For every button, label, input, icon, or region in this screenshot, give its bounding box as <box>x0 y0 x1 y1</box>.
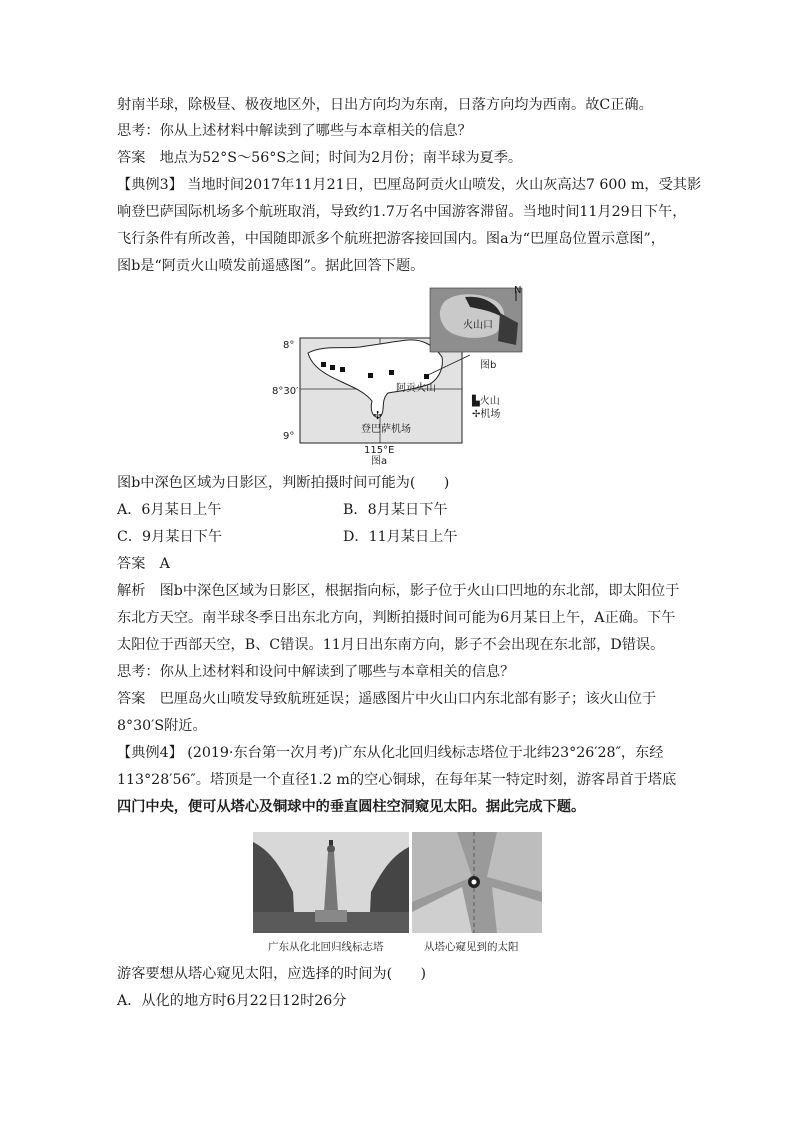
lon-label-115: 115°E <box>364 445 395 456</box>
answer-text: 答案 A <box>117 556 170 572</box>
text-line: 【典例3】 当地时间2017年11月21日，巴厘岛阿贡火山喷发，火山灰高达7 600 m，受其影 <box>117 177 702 193</box>
lat-label-9: 9° <box>283 431 295 442</box>
text-line: 响登巴萨国际机场多个航班取消，导致约1.7万名中国游客滞留。当地时间11月29日下午， <box>117 204 687 220</box>
option-a: A．从化的地方时6月22日12时26分 <box>117 993 347 1009</box>
sun-through-tower-photo <box>412 832 542 933</box>
text-line: 【典例4】 (2019·东台第一次月考)广东从化北回归线标志塔位于北纬23°26′28″，东经 <box>117 745 664 761</box>
analysis-line: 解析 图b中深色区域为日影区，根据指向标，影子位于火山口凹地的东北部，即太阳位于 <box>117 583 680 599</box>
sun-caption: 从塔心窥见到的太阳 <box>424 941 519 953</box>
tower-photo <box>253 832 409 933</box>
think-answer-line: 答案 巴厘岛火山喷发导致航班延误；遥感图片中火山口内东北部有影子；该火山位于 <box>117 691 657 707</box>
option-d: D．11月某日上午 <box>343 529 458 545</box>
think-answer-line: 8°30′S附近。 <box>117 718 207 734</box>
airport-icon: ✢ <box>373 409 383 422</box>
legend-volcano-icon: ▙ <box>472 396 480 407</box>
legend-airport: ✢机场 <box>472 409 501 420</box>
question-text: 游客要想从塔心窥见太阳，应选择的时间为( ) <box>117 966 427 982</box>
analysis-line: 东北方天空。南半球冬季日出东北方向，判断拍摄时间可能为6月某日上午，A正确。下午 <box>117 610 676 626</box>
option-b: B．8月某日下午 <box>343 502 448 518</box>
option-a: A．6月某日上午 <box>117 502 222 518</box>
option-c: C．9月某日下午 <box>117 529 223 545</box>
legend-airport-icon: ✢ <box>472 409 481 420</box>
crater-label: 火山口 <box>463 320 493 331</box>
question-text: 图b中深色区域为日影区，判断拍摄时间可能为( ) <box>117 475 450 491</box>
text-line: 飞行条件有所改善，中国随即派多个航班把游客接回国内。图a为“巴厘岛位置示意图”， <box>117 231 665 247</box>
text-line: 思考：你从上述材料中解读到了哪些与本章相关的信息？ <box>117 123 472 139</box>
bali-map-figure <box>260 283 540 468</box>
text-line: 射南半球，除极昼、极夜地区外，日出方向均为东南，日落方向均为西南。故C正确。 <box>117 97 653 113</box>
text-line: 图b是“阿贡火山喷发前遥感图”。据此回答下题。 <box>117 258 425 274</box>
lat-label-830: 8°30′ <box>272 386 299 397</box>
analysis-line: 太阳位于西部天空，B、C错误。11月日出东南方向，影子不会出现在东北部，D错误。 <box>117 637 665 653</box>
text-line: 答案 地点为52°S～56°S之间；时间为2月份；南半球为夏季。 <box>117 150 523 166</box>
lat-label-8: 8° <box>283 340 295 351</box>
figure-a-label: 图a <box>371 456 388 467</box>
think-text: 思考：你从上述材料和设问中解读到了哪些与本章相关的信息？ <box>117 664 515 680</box>
text-line: 113°28′56″。塔顶是一个直径1.2 m的空心铜球，在每年某一特定时刻，游客昂首于塔底 <box>117 772 677 788</box>
text-line: 四门中央，便可从塔心及铜球中的垂直圆柱空洞窥见太阳。据此完成下题。 <box>117 799 586 815</box>
airport-name-label: 登巴萨机场 <box>361 424 411 435</box>
figure-b-label: 图b <box>480 360 497 371</box>
north-arrow-label: N <box>514 285 522 296</box>
tower-caption: 广东从化北回归线标志塔 <box>268 941 384 953</box>
volcano-name-label: 阿贡火山 <box>396 383 436 394</box>
legend-volcano: ▙火山 <box>472 396 500 407</box>
